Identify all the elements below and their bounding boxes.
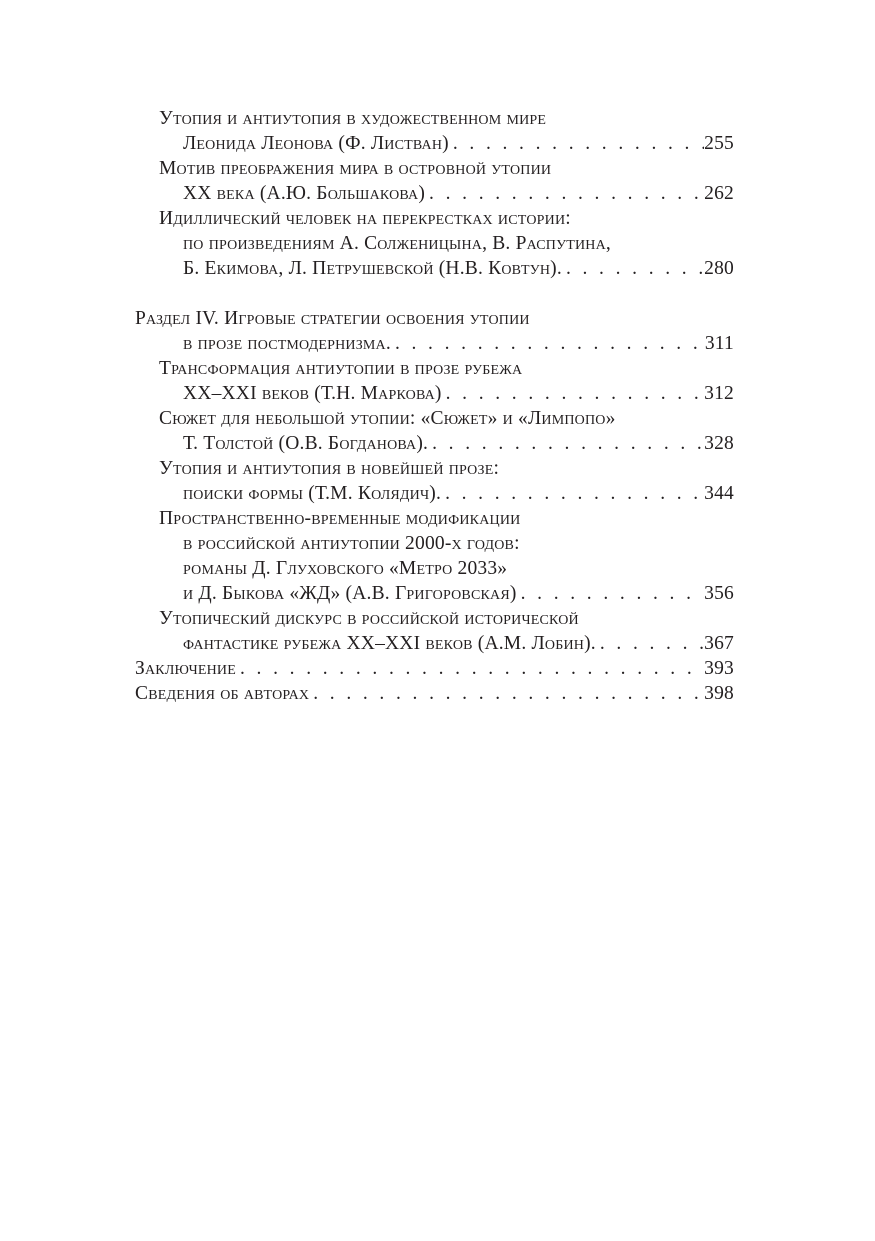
toc-entry-last-line	[135, 381, 734, 406]
toc-entry-text: Т. Толстой (О.В. Богданова).	[183, 433, 429, 454]
toc-entry-last-line	[135, 131, 734, 156]
dot-leader	[441, 481, 704, 506]
toc-entry-last-line	[135, 681, 734, 706]
toc-entry-last-line	[135, 481, 734, 506]
dot-leader	[517, 581, 705, 606]
toc-entry-title-line: Утопия и антиутопия в новейшей прозе:	[159, 458, 500, 479]
toc-entry-continuation-line: по произведениям А. Солженицына, В. Распутина,	[183, 233, 611, 254]
dot-leader	[428, 431, 704, 456]
toc-entry-title-line: Мотив преображения мира в островной утопии	[159, 158, 552, 179]
toc-entry-text: XX века (А.Ю. Большакова)	[183, 183, 426, 204]
dot-leader	[449, 131, 704, 156]
toc-entry-text: поиски формы (Т.М. Колядич).	[183, 483, 442, 504]
toc-entry-title-line: Утопический дискурс в российской исторической	[159, 608, 579, 629]
table-of-contents	[135, 106, 734, 706]
toc-entry-last-line	[135, 656, 734, 681]
dot-leader	[596, 631, 704, 656]
toc-page-number: 328	[704, 433, 734, 454]
toc-entry-text: и Д. Быкова «ЖД» (А.В. Григоровская)	[183, 583, 517, 604]
toc-entry-last-line	[135, 256, 734, 281]
toc-entry-last-line	[135, 331, 734, 356]
toc-entry-title-line: Идиллический человек на перекрестках истории:	[159, 208, 571, 229]
toc-entry-title-line: Трансформация антиутопии в прозе рубежа	[159, 358, 523, 379]
dot-leader	[562, 256, 704, 281]
toc-entry-text: фантастике рубежа XX–XXI веков (А.М. Лобин).	[183, 633, 596, 654]
toc-entry-title-line: Пространственно-временные модификации	[159, 508, 521, 529]
dot-leader	[425, 181, 704, 206]
toc-entry-last-line	[135, 631, 734, 656]
dot-leader	[391, 331, 705, 356]
toc-entry-text: Сведения об авторах	[135, 683, 310, 704]
toc-entry-last-line	[135, 181, 734, 206]
toc-page-number: 356	[704, 583, 734, 604]
toc-entry-text: XX–XXI веков (Т.Н. Маркова)	[183, 383, 442, 404]
toc-entry-title-line: Сюжет для небольшой утопии: «Сюжет» и «Лимпопо»	[159, 408, 616, 429]
toc-entry-continuation-line: в российской антиутопии 2000-х годов:	[183, 533, 520, 554]
toc-entry-text: Заключение	[135, 658, 236, 679]
dot-leader	[236, 656, 704, 681]
toc-section-title-line: Раздел IV. Игровые стратегии освоения утопии	[135, 308, 530, 329]
toc-page-number: 344	[704, 483, 734, 504]
toc-page-number: 255	[704, 133, 734, 154]
toc-page-number: 312	[704, 383, 734, 404]
toc-entry-continuation-line: романы Д. Глуховского «Метро 2033»	[183, 558, 508, 579]
toc-page-number: 280	[704, 258, 734, 279]
toc-entry-last-line	[135, 581, 734, 606]
toc-entry-title-line: Утопия и антиутопия в художественном мире	[159, 108, 547, 129]
toc-entry-text: Б. Екимова, Л. Петрушевской (Н.В. Ковтун).	[183, 258, 562, 279]
toc-entry-text: в прозе постмодернизма.	[183, 333, 391, 354]
toc-page-number: 367	[704, 633, 734, 654]
toc-page-number: 262	[704, 183, 734, 204]
dot-leader	[442, 381, 705, 406]
toc-page-number: 311	[704, 333, 734, 354]
toc-entry-last-line	[135, 431, 734, 456]
toc-entry-text: Леонида Леонова (Ф. Листван)	[183, 133, 449, 154]
toc-page-number: 398	[704, 683, 734, 704]
toc-page-number: 393	[704, 658, 734, 679]
section-gap	[135, 281, 734, 306]
dot-leader	[309, 681, 704, 706]
